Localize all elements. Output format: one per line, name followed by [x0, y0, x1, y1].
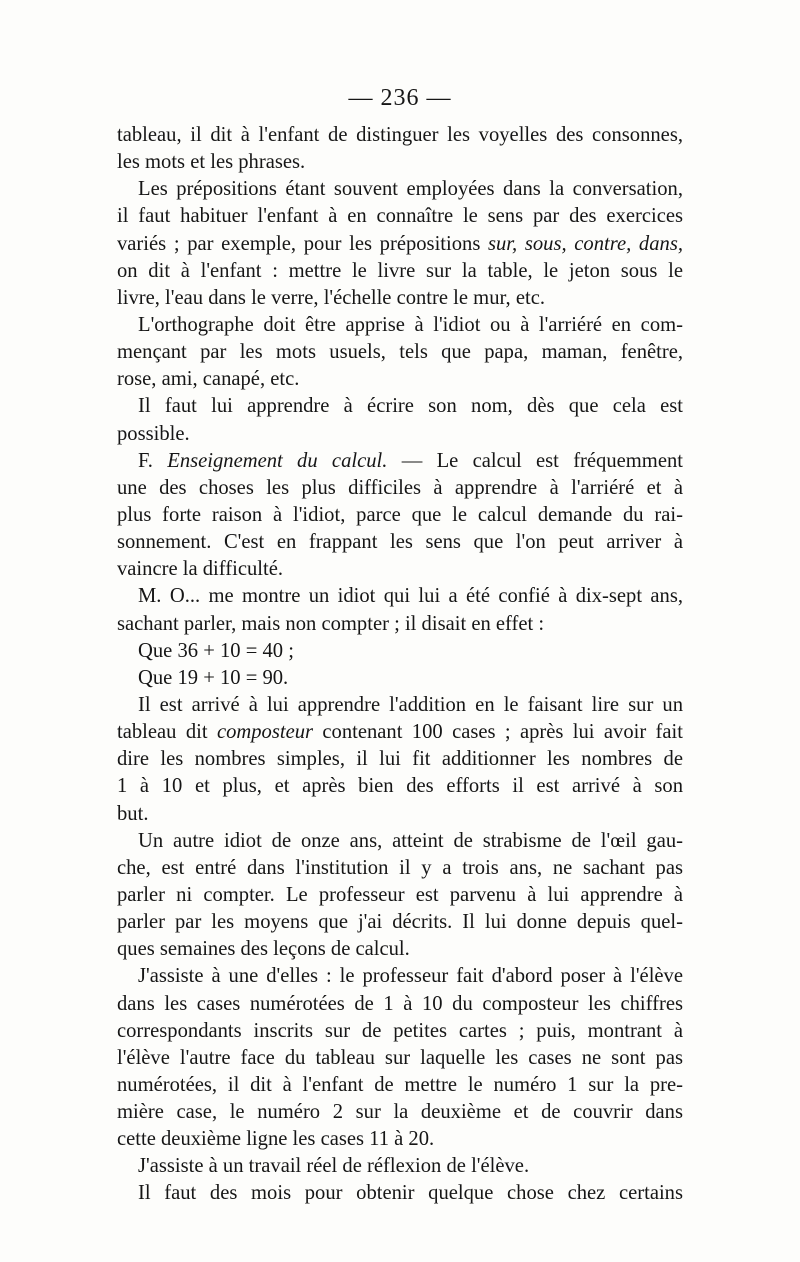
text-line: che, est entré dans l'institution il y a trois ans, ne sachant pas [117, 856, 683, 879]
text-line: mençant par les mots usuels, tels que papa, maman, fenêtre, [117, 341, 683, 364]
text-line: M. O... me montre un idiot qui lui a été confié à dix-sept ans, [138, 585, 683, 608]
text-line: il faut habituer l'enfant à en connaître le sens par des exercices [117, 205, 683, 228]
page-number: — 236 — [348, 85, 452, 111]
text-line: mière case, le numéro 2 sur la deuxième et de couvrir dans [117, 1101, 683, 1124]
text-line: l'élève l'autre face du tableau sur laquelle les cases ne sont pas [117, 1046, 683, 1069]
text-line: sonnement. C'est en frappant les sens que l'on peut arriver à [117, 531, 683, 554]
text-line: 1 à 10 et plus, et après bien des efforts il est arrivé à son [117, 775, 683, 798]
section-heading-line [117, 448, 683, 475]
text-line: possible. [117, 422, 190, 445]
italic-segment: composteur [216, 721, 314, 744]
text-line: J'assiste à un travail réel de réflexion de l'élève. [138, 1155, 530, 1178]
text-line: ques semaines des leçons de calcul. [117, 938, 410, 961]
text-segment: F. [138, 449, 168, 472]
section-title: Enseignement du calcul. [167, 449, 388, 472]
text-segment: contenant 100 cases ; après lui avoir fait [313, 721, 683, 744]
text-segment: — Le calcul est fréquemment [387, 449, 683, 472]
text-line: Un autre idiot de onze ans, atteint de strabisme de l'œil gau- [138, 829, 683, 852]
text-line: Les prépositions étant souvent employées dans la conversation, [138, 178, 683, 201]
text-line: rose, ami, canapé, etc. [117, 368, 300, 391]
text-line: Il est arrivé à lui apprendre l'addition en le faisant lire sur un [138, 693, 683, 716]
text-line: dire les nombres simples, il lui fit additionner les nombres de [117, 748, 683, 771]
text-line: une des choses les plus difficiles à apprendre à l'arriéré et à [117, 476, 683, 499]
text-line: L'orthographe doit être apprise à l'idiot ou à l'arriéré en com- [138, 313, 683, 336]
text-line: Il faut des mois pour obtenir quelque chose chez certains [138, 1182, 683, 1205]
text-line: vaincre la difficulté. [117, 558, 284, 581]
formula-line: Que 19 + 10 = 90. [138, 666, 289, 689]
text-line [117, 231, 683, 258]
text-segment: tableau dit [117, 721, 217, 744]
text-line: J'assiste à une d'elles : le professeur fait d'abord poser à l'élève [138, 965, 683, 988]
text-line: parler ni compter. Le professeur est parvenu à lui apprendre à [117, 883, 683, 906]
text-line [117, 719, 683, 746]
text-line: parler par les moyens que j'ai décrits. Il lui donne depuis quel- [117, 911, 683, 934]
formula-line: Que 36 + 10 = 40 ; [138, 639, 294, 662]
text-line: livre, l'eau dans le verre, l'échelle contre le mur, etc. [117, 286, 545, 309]
text-line: les mots et les phrases. [117, 151, 306, 174]
body-text [117, 122, 683, 1208]
text-line: tableau, il dit à l'enfant de distinguer les voyelles des consonnes, [117, 124, 683, 146]
text-line: correspondants inscrits sur de petites cartes ; puis, montrant à [117, 1019, 683, 1042]
text-line: Il faut lui apprendre à écrire son nom, dès que cela est [138, 395, 683, 418]
text-segment: variés ; par exemple, pour les prépositions [117, 232, 488, 255]
text-line: numérotées, il dit à l'enfant de mettre le numéro 1 sur la pre- [117, 1073, 683, 1096]
text-line: but. [117, 802, 149, 825]
italic-segment: sur, sous, contre, dans, [488, 232, 683, 255]
text-line: on dit à l'enfant : mettre le livre sur la table, le jeton sous le [117, 259, 683, 282]
text-line: cette deuxième ligne les cases 11 à 20. [117, 1128, 435, 1151]
text-line: sachant parler, mais non compter ; il disait en effet : [117, 612, 545, 635]
text-line: dans les cases numérotées de 1 à 10 du composteur les chiffres [117, 992, 683, 1015]
text-line: plus forte raison à l'idiot, parce que le calcul demande du rai- [117, 503, 683, 526]
